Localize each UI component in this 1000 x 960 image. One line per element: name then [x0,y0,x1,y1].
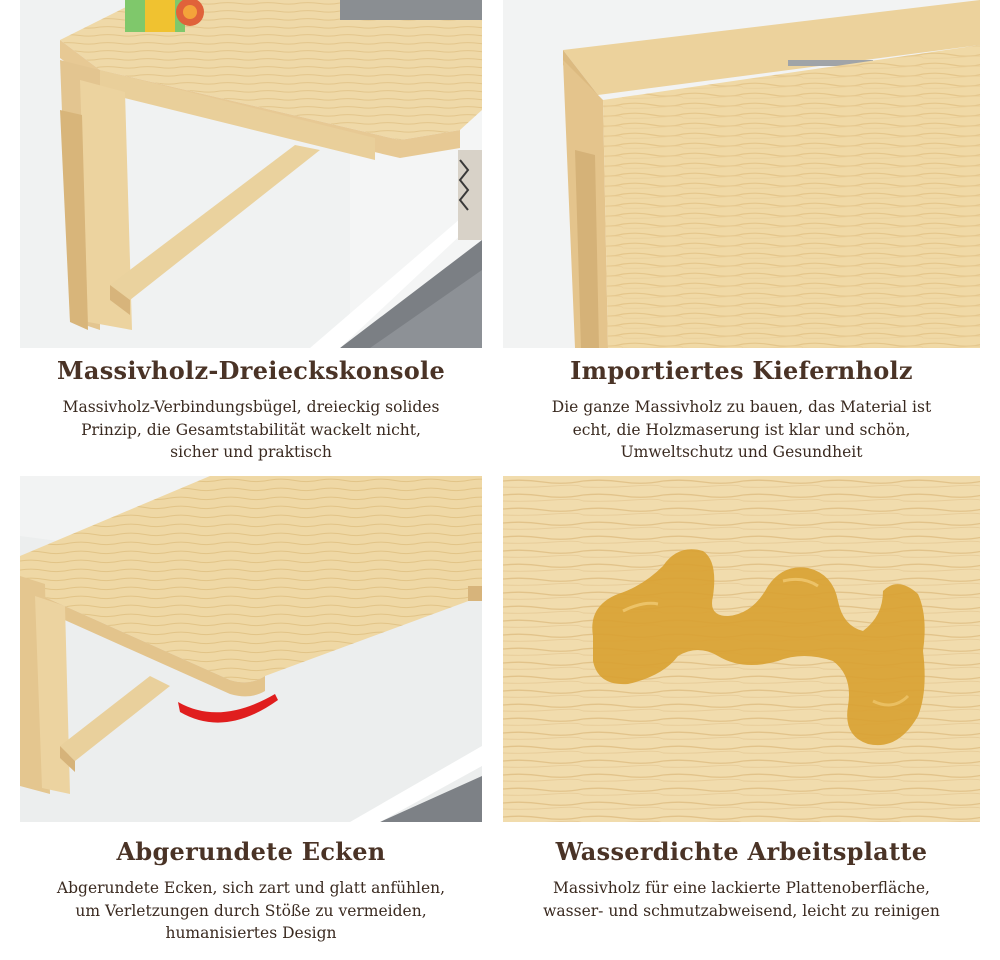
feature-description [503,877,980,922]
feature-description [20,396,482,464]
feature-description [20,877,482,945]
photo-triangular-bracket [20,0,482,348]
photo-folded-pine-table [503,0,980,348]
photo-rounded-corner [20,476,482,822]
feature-description [503,396,980,464]
feature-description-line: Massivholz-Verbindungsbügel, dreieckig solides [62,398,440,416]
feature-title: Abgerundete Ecken [116,837,386,866]
feature-caption-1 [20,356,482,464]
feature-description-line: Abgerundete Ecken, sich zart und glatt anfühlen, [56,879,446,897]
feature-description-line: wasser- und schmutzabweisend, leicht zu reinigen [543,901,940,920]
feature-title: Importiertes Kiefernholz [570,356,913,385]
feature-description-line: Die ganze Massivholz zu bauen, das Material ist [551,398,932,416]
feature-title: Wasserdichte Arbeitsplatte [555,837,928,866]
feature-caption-4 [503,837,980,922]
feature-description-line: Umweltschutz und Gesundheit [620,443,863,461]
feature-description-line: sicher und praktisch [170,443,332,461]
photo-waterproof-surface [503,476,980,822]
feature-description-line: echt, die Holzmaserung ist klar und schön, [572,420,911,439]
feature-description-line: um Verletzungen durch Stöße zu vermeiden, [75,901,427,920]
feature-caption-3 [20,837,482,945]
feature-description-line: Massivholz für eine lackierte Plattenoberfläche, [553,879,930,897]
feature-description-line: humanisiertes Design [165,924,337,942]
feature-caption-2 [503,356,980,464]
feature-description-line: Prinzip, die Gesamtstabilität wackelt nicht, [81,420,421,439]
feature-title: Massivholz-Dreieckskonsole [56,356,446,385]
